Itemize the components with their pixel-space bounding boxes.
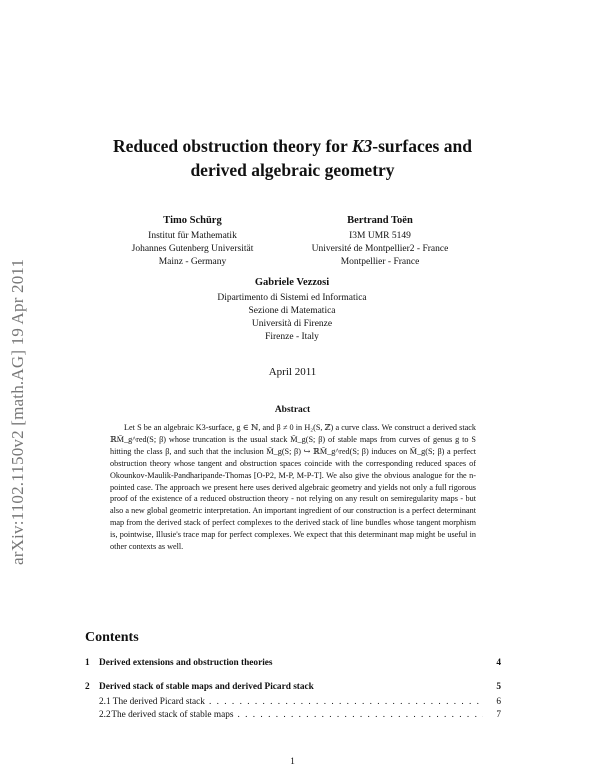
- toc-entry-2-1[interactable]: [85, 697, 501, 707]
- toc-title[interactable]: Derived stack of stable maps and derived Picard stack: [99, 682, 314, 692]
- toc-title[interactable]: The derived stack of stable maps: [111, 710, 234, 720]
- abstract-heading: Abstract: [274, 405, 311, 415]
- title-k3: K3: [351, 136, 373, 156]
- author-name: Bertrand Toën: [347, 215, 413, 226]
- arxiv-identifier: arXiv:1102.1150v2 [math.AG] 19 Apr 2011: [8, 258, 27, 565]
- author-block-3: [192, 276, 392, 344]
- toc-page[interactable]: 6: [496, 697, 501, 707]
- affiliation-line: Università di Firenze: [251, 319, 333, 329]
- toc-entry-2-2[interactable]: [85, 710, 501, 720]
- affiliation-line: Firenze - Italy: [265, 332, 319, 342]
- paper-title: [60, 134, 525, 182]
- title-line1-a: Reduced obstruction theory for: [113, 136, 352, 156]
- affiliation-line: Mainz - Germany: [158, 257, 227, 267]
- affiliation-line: Johannes Gutenberg Universität: [131, 244, 254, 254]
- author-block-2: [290, 214, 470, 269]
- toc-page[interactable]: 7: [496, 710, 501, 720]
- abstract-body: [110, 422, 476, 553]
- title-line1-b: -surfaces and: [372, 136, 472, 156]
- affiliation-line: Institut für Mathematik: [148, 231, 237, 241]
- toc-entry-1[interactable]: [85, 658, 501, 668]
- toc-page[interactable]: 4: [496, 658, 501, 668]
- affiliation-line: Sezione di Matematica: [248, 306, 336, 316]
- toc-num: 2: [85, 682, 90, 692]
- author-block-1: [110, 214, 275, 269]
- toc-num: 2.1: [99, 697, 111, 707]
- toc-title[interactable]: The derived Picard stack: [112, 697, 205, 707]
- affiliation-line: Université de Montpellier2 - France: [311, 244, 449, 254]
- date: April 2011: [268, 366, 317, 378]
- toc-num: 1: [85, 658, 90, 668]
- affiliation-line: I3M UMR 5149: [349, 231, 411, 241]
- affiliation-line: Dipartimento di Sistemi ed Informatica: [217, 293, 367, 303]
- affiliation-line: Montpellier - France: [340, 257, 420, 267]
- contents-heading: Contents: [85, 630, 139, 645]
- toc-num: 2.2: [99, 710, 111, 720]
- page-number: 1: [290, 757, 295, 767]
- author-name: Gabriele Vezzosi: [254, 277, 330, 288]
- abstract-text: Let S be an algebraic K3-surface, g ∈ ℕ, and β ≠ 0 in H₂(S, ℤ) a curve class. We construct a derived stack ℝM̄_g^red(S; β) whose truncation is the usual stack M̄_g(S; β) of stable maps from curves of genus g to S hitting the class β, and such that the inclusion M̄_g(S; β) ↪ ℝM̄_g^red(S; β) induces on M̄_g(S; β) a perfect obstruction theory whose tangent and obstruction spaces coincide with the corresponding reduced spaces of Okounkov-Maulik-Pandharipande-Thomas [O-P2, M-P, M-P-T]. We also give the obvious analogue for the n-pointed case. The approach we present here uses derived algebraic geometry and yields not only a full rigorous proof of the existence of a reduced obstruction theory - not relying on any result on semiregularity maps - but also a new global geometric interpretation. An important ingredient of our construction is a perfect determinant map from the derived stack of perfect complexes to the derived stack of line bundles whose tangent morphism is, pointwise, Illusie's trace map for perfect complexes. We expect that this determinant map might be useful in other contexts as well.: [110, 423, 476, 552]
- title-line2: derived algebraic geometry: [190, 160, 395, 180]
- author-name: Timo Schürg: [163, 215, 222, 226]
- toc-page[interactable]: 5: [496, 682, 501, 692]
- toc-title[interactable]: Derived extensions and obstruction theories: [99, 658, 273, 668]
- toc-entry-2[interactable]: [85, 682, 501, 692]
